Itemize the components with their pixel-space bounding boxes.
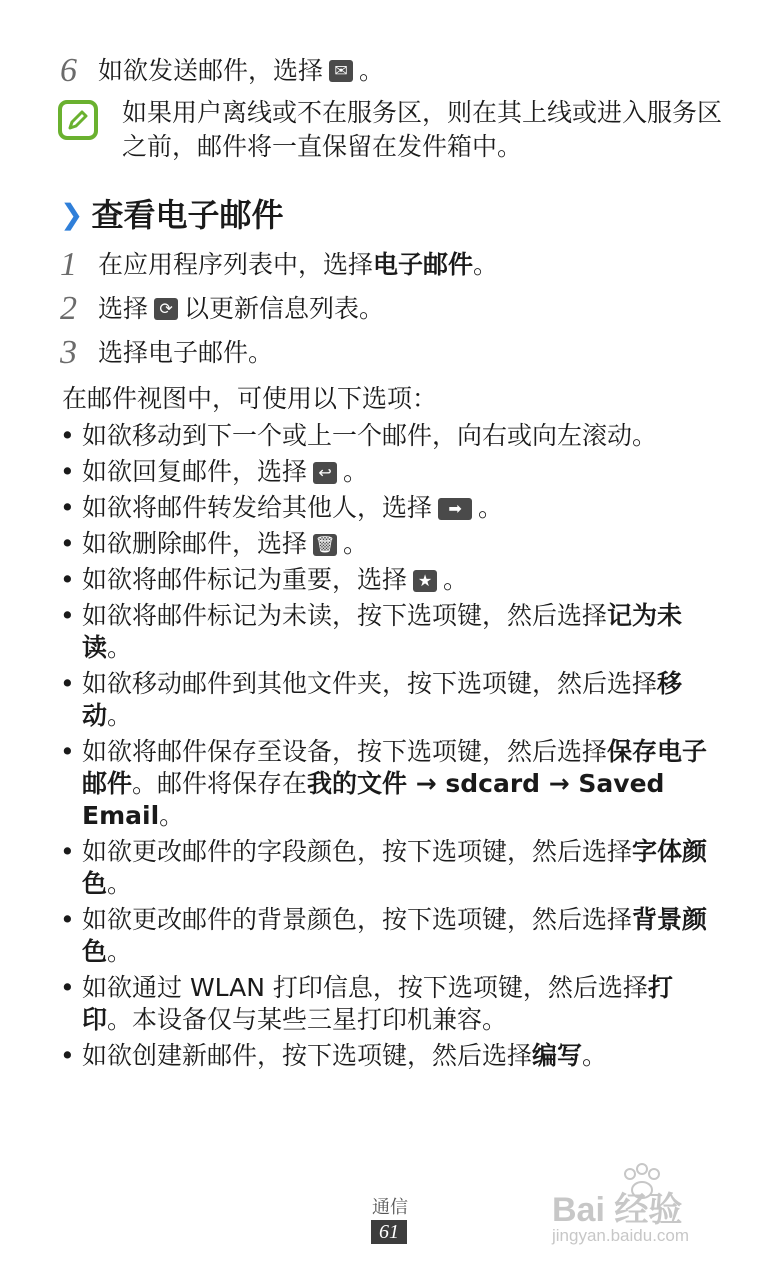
list-item <box>60 736 720 832</box>
list-item <box>60 456 720 488</box>
list-item <box>60 492 720 524</box>
reply-icon: ↩ <box>313 462 337 484</box>
watermark-sub: jingyan.baidu.com <box>552 1226 690 1245</box>
forward-icon: ➡ <box>438 498 472 520</box>
watermark-main: Bai 经验 <box>552 1191 683 1229</box>
item-bold: 编写 <box>532 1041 583 1070</box>
step-number: 1 <box>60 246 77 283</box>
item-tail: 。 <box>107 937 133 966</box>
trash-icon: 🗑 <box>314 535 336 554</box>
item-text: 如欲创建新邮件，按下选项键，然后选择 <box>82 1041 533 1070</box>
item-tail: 。 <box>582 1041 608 1070</box>
list-item <box>60 836 720 900</box>
item-bold: 记为未读 <box>82 601 683 662</box>
item-text: 如欲将邮件转发给其他人，选择 <box>82 493 433 522</box>
item-tail: 。 <box>107 869 133 898</box>
item-text: 如欲删除邮件，选择 <box>82 529 308 558</box>
step-number: 2 <box>60 290 77 327</box>
section-heading <box>60 194 283 236</box>
chapter-label: 通信 <box>372 1197 408 1218</box>
step-text: 如欲发送邮件，选择 <box>98 56 324 85</box>
list-item <box>60 668 720 732</box>
chevron-right-icon: ❯ <box>60 198 84 231</box>
item-bold: 打印 <box>82 973 673 1034</box>
item-bold: 背景颜色 <box>82 905 708 966</box>
item-text: 如欲通过 WLAN 打印信息，按下选项键，然后选择 <box>82 973 648 1002</box>
list-item <box>60 904 720 968</box>
item-bold: 字体颜色 <box>82 837 708 898</box>
list-item <box>60 1040 720 1072</box>
item-text: 如欲将邮件保存至设备，按下选项键，然后选择 <box>82 737 608 766</box>
list-item <box>60 528 720 560</box>
note-text: 如果用户离线或不在服务区，则在其上线或进入服务区之前，邮件将一直保留在发件箱中。 <box>122 98 723 161</box>
item-tail: 。 <box>443 565 469 594</box>
step-number: 3 <box>60 334 77 371</box>
item-text: 如欲移动邮件到其他文件夹，按下选项键，然后选择 <box>82 669 658 698</box>
list-item <box>60 420 720 452</box>
star-icon: ★ <box>413 570 437 592</box>
step-tail: 。 <box>473 250 499 279</box>
item-tail: 。 <box>343 529 369 558</box>
list-item <box>60 564 720 596</box>
note-box <box>58 96 722 164</box>
step-text: 在应用程序列表中，选择 <box>98 250 374 279</box>
item-tail: 。 <box>107 633 133 662</box>
refresh-icon: ⟳ <box>154 298 178 320</box>
step-text: 选择电子邮件。 <box>98 338 274 367</box>
item-text: 如欲更改邮件的背景颜色，按下选项键，然后选择 <box>82 905 633 934</box>
page-number: 61 <box>371 1220 407 1244</box>
step-text: 选择 <box>98 294 149 323</box>
item-text: 如欲将邮件标记为重要，选择 <box>82 565 408 594</box>
step-number: 6 <box>60 52 77 89</box>
item-text: 如欲回复邮件，选择 <box>82 457 308 486</box>
item-tail: 。本设备仅与某些三星打印机兼容。 <box>107 1005 508 1034</box>
send-mail-icon: ✉ <box>329 60 353 82</box>
step-1 <box>60 248 498 282</box>
item-bold: 移动 <box>82 669 683 730</box>
item-tail: 。 <box>478 493 504 522</box>
item-bold: 我的文件 → sdcard → Saved Email <box>82 769 665 830</box>
item-bold: 保存电子邮件 <box>82 737 708 798</box>
item-tail: 。 <box>107 701 133 730</box>
item-text: 如欲更改邮件的字段颜色，按下选项键，然后选择 <box>82 837 633 866</box>
item-tail: 。 <box>159 801 185 830</box>
list-item <box>60 600 720 664</box>
options-list <box>60 420 720 1076</box>
pencil-note-icon <box>58 100 98 140</box>
baidu-watermark <box>552 1162 742 1252</box>
item-tail: 。 <box>343 457 369 486</box>
step-tail: 以更新信息列表。 <box>184 294 385 323</box>
list-item <box>60 972 720 1036</box>
section-title: 查看电子邮件 <box>91 196 284 234</box>
item-text: 如欲移动到下一个或上一个邮件，向右或向左滚动。 <box>82 421 658 450</box>
item-text: 。邮件将保存在 <box>132 769 308 798</box>
step-3 <box>60 336 273 370</box>
step-bold: 电子邮件 <box>373 250 474 279</box>
item-text: 如欲将邮件标记为未读，按下选项键，然后选择 <box>82 601 608 630</box>
step-6 <box>60 54 384 88</box>
step-2 <box>60 292 384 326</box>
options-intro: 在邮件视图中，可使用以下选项： <box>62 384 438 413</box>
step-tail: 。 <box>359 56 385 85</box>
